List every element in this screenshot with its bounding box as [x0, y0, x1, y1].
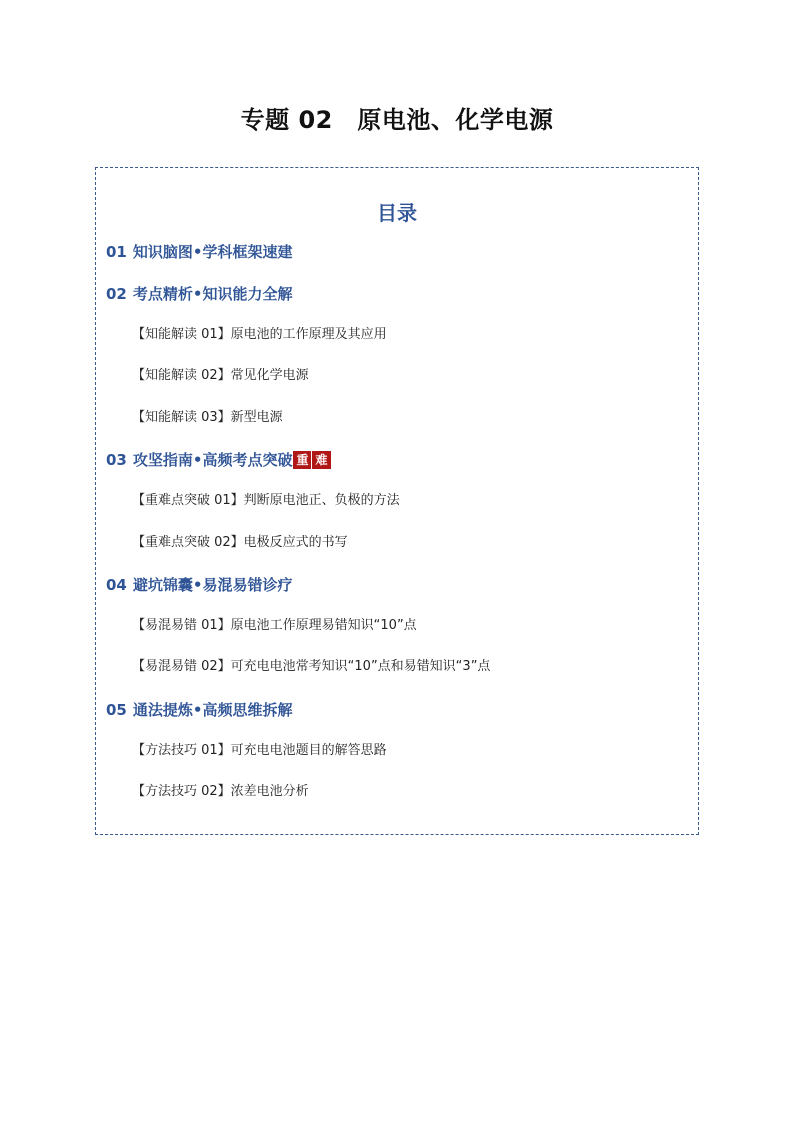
section-label: 知识脑图•学科框架速建: [132, 243, 293, 261]
toc-item[interactable]: 【知能解读 02】常见化学电源: [132, 368, 309, 383]
section-number: 02: [106, 285, 127, 303]
section-label: 通法提炼•高频思维拆解: [132, 701, 293, 719]
toc-item[interactable]: 【知能解读 03】新型电源: [132, 410, 283, 425]
toc-item[interactable]: 【易混易错 01】原电池工作原理易错知识“10”点: [132, 618, 417, 633]
toc-heading: 目录: [377, 201, 417, 225]
toc-item[interactable]: 【方法技巧 01】可充电电池题目的解答思路: [132, 743, 387, 758]
toc-item[interactable]: 【重难点突破 01】判断原电池正、负极的方法: [132, 493, 400, 508]
difficulty-badge: 重: [293, 451, 311, 469]
difficulty-badge: 难: [312, 451, 330, 469]
section-number: 01: [106, 243, 127, 261]
section-number: 04: [106, 576, 127, 594]
document-title: 专题 02 原电池、化学电源: [240, 106, 554, 134]
toc-section-01[interactable]: [106, 242, 292, 262]
section-number: 05: [106, 701, 127, 719]
section-label: 考点精析•知识能力全解: [132, 285, 293, 303]
toc-section-04[interactable]: [106, 575, 292, 595]
section-label: 避坑锦囊•易混易错诊疗: [132, 576, 293, 594]
toc-item[interactable]: 【易混易错 02】可充电电池常考知识“10”点和易错知识“3”点: [132, 659, 491, 674]
toc-item[interactable]: 【重难点突破 02】电极反应式的书写: [132, 535, 348, 550]
toc-item[interactable]: 【方法技巧 02】浓差电池分析: [132, 784, 309, 799]
toc-section-03[interactable]: [106, 450, 331, 470]
toc-section-02[interactable]: [106, 284, 292, 304]
section-number: 03: [106, 451, 127, 469]
toc-section-05[interactable]: [106, 700, 292, 720]
toc-item[interactable]: 【知能解读 01】原电池的工作原理及其应用: [132, 327, 387, 342]
section-label: 攻坚指南•高频考点突破: [132, 451, 293, 469]
